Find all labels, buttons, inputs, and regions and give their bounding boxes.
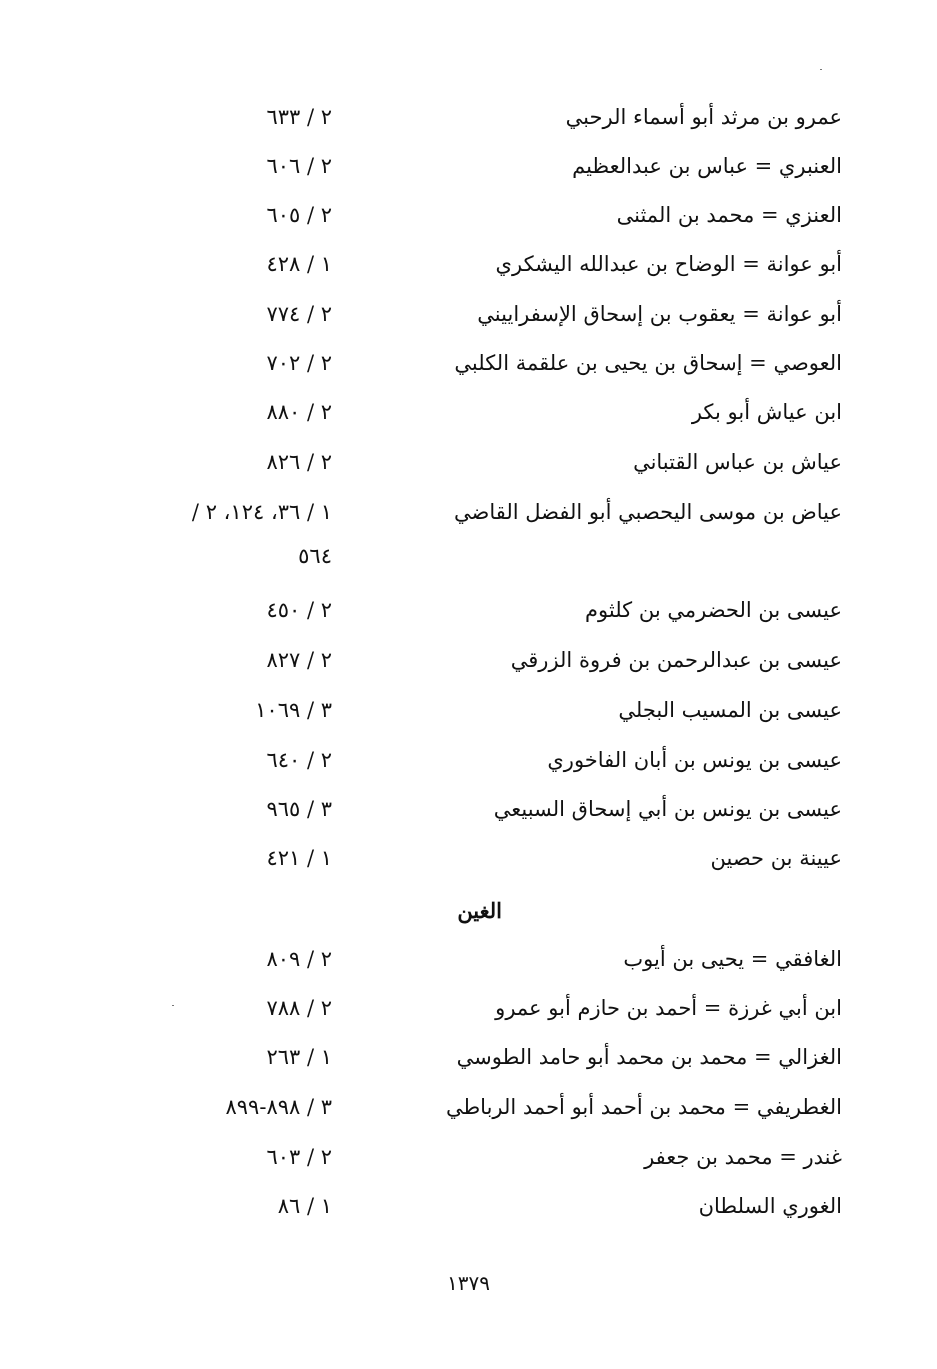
entry-name: الغافقي = يحيى بن أيوب xyxy=(623,947,842,971)
entry-page-ref: ٢ / ٨٢٦ xyxy=(266,450,332,474)
entry-name: عيسى بن المسيب البجلي xyxy=(618,698,842,722)
index-entry xyxy=(0,492,937,532)
entry-name: عيسى بن يونس بن أبان الفاخوري xyxy=(547,748,842,772)
entry-page-ref: ٢ / ٦٠٣ xyxy=(266,1145,332,1169)
entry-page-ref: ٣ / ١٠٦٩ xyxy=(255,698,332,722)
entry-page-ref: ٣ / ٨٩٨-٨٩٩ xyxy=(225,1095,332,1119)
entry-name: أبو عوانة = يعقوب بن إسحاق الإسفراييني xyxy=(477,302,842,326)
entry-page-ref: ١ / ٤٢١ xyxy=(266,846,332,870)
entry-page-ref: ٥٦٤ xyxy=(298,544,332,568)
entry-page-ref: ٢ / ٦٣٣ xyxy=(266,105,332,129)
entry-page-ref: ٢ / ٦٠٥ xyxy=(266,203,332,227)
index-entry xyxy=(0,1037,937,1077)
index-entry xyxy=(0,690,937,730)
index-entry xyxy=(0,590,937,630)
entry-name: عمرو بن مرثد أبو أسماء الرحبي xyxy=(565,105,842,129)
entry-page-ref: ٢ / ٧٧٤ xyxy=(266,302,332,326)
index-entry xyxy=(0,1186,937,1226)
entry-name: عيينة بن حصين xyxy=(710,846,842,870)
index-entry xyxy=(0,789,937,829)
index-entry xyxy=(0,1137,937,1177)
entry-name: الغوري السلطان xyxy=(698,1194,842,1218)
entry-name: العنزي = محمد بن المثنى xyxy=(616,203,842,227)
index-entry xyxy=(0,838,937,878)
entry-page-ref-continuation xyxy=(0,536,937,576)
entry-name: العنبري = عباس بن عبدالعظيم xyxy=(572,154,842,178)
index-entry xyxy=(0,195,937,235)
entry-name: الغطريفي = محمد بن أحمد أبو أحمد الرباطي xyxy=(445,1095,842,1119)
index-entry xyxy=(0,392,937,432)
index-entry xyxy=(0,939,937,979)
entry-page-ref: ١ / ٨٦ xyxy=(277,1194,332,1218)
section-heading: الغين xyxy=(457,898,502,923)
entry-name: عيسى بن يونس بن أبي إسحاق السبيعي xyxy=(493,797,842,821)
entry-name: العوصي = إسحاق بن يحيى بن علقمة الكلبي xyxy=(454,351,842,375)
index-entry xyxy=(0,988,937,1028)
index-entry xyxy=(0,1087,937,1127)
entry-name: عيسى بن الحضرمي بن كلثوم xyxy=(585,598,842,622)
entry-name: ابن عياش أبو بكر xyxy=(691,400,842,424)
entry-page-ref: ٢ / ٨٨٠ xyxy=(266,400,332,424)
index-entry xyxy=(0,740,937,780)
index-entry xyxy=(0,97,937,137)
entry-page-ref: ٣ / ٩٦٥ xyxy=(266,797,332,821)
entry-page-ref: ٢ / ٧٠٢ xyxy=(266,351,332,375)
scan-speck xyxy=(820,69,822,70)
index-entry xyxy=(0,294,937,334)
index-entry xyxy=(0,244,937,284)
index-entry xyxy=(0,146,937,186)
index-entry xyxy=(0,442,937,482)
entry-page-ref: ٢ / ٦٠٦ xyxy=(266,154,332,178)
page-number: ١٣٧٩ xyxy=(447,1271,490,1295)
entry-name: الغزالي = محمد بن محمد أبو حامد الطوسي xyxy=(456,1045,842,1069)
index-entry xyxy=(0,640,937,680)
entry-page-ref: ٢ / ٨٢٧ xyxy=(266,648,332,672)
entry-page-ref: ٢ / ٦٤٠ xyxy=(266,748,332,772)
entry-name: عياض بن موسى اليحصبي أبو الفضل القاضي xyxy=(454,500,842,524)
index-entry xyxy=(0,343,937,383)
entry-page-ref: ١ / ٢٦٣ xyxy=(266,1045,332,1069)
entry-name: عيسى بن عبدالرحمن بن فروة الزرقي xyxy=(510,648,842,672)
entry-name: عياش بن عباس القتباني xyxy=(633,450,842,474)
entry-page-ref: ٢ / ٤٥٠ xyxy=(266,598,332,622)
entry-page-ref: ٢ / ٧٨٨ xyxy=(266,996,332,1020)
entry-page-ref: ١ / ٤٢٨ xyxy=(266,252,332,276)
entry-page-ref: ١ / ٣٦، ١٢٤، ٢ / xyxy=(191,500,332,524)
entry-name: أبو عوانة = الوضاح بن عبدالله اليشكري xyxy=(495,252,842,276)
entry-name: ابن أبي غرزة = أحمد بن حازم أبو عمرو xyxy=(495,996,842,1020)
entry-name: غندر = محمد بن جعفر xyxy=(644,1145,842,1169)
entry-page-ref: ٢ / ٨٠٩ xyxy=(266,947,332,971)
